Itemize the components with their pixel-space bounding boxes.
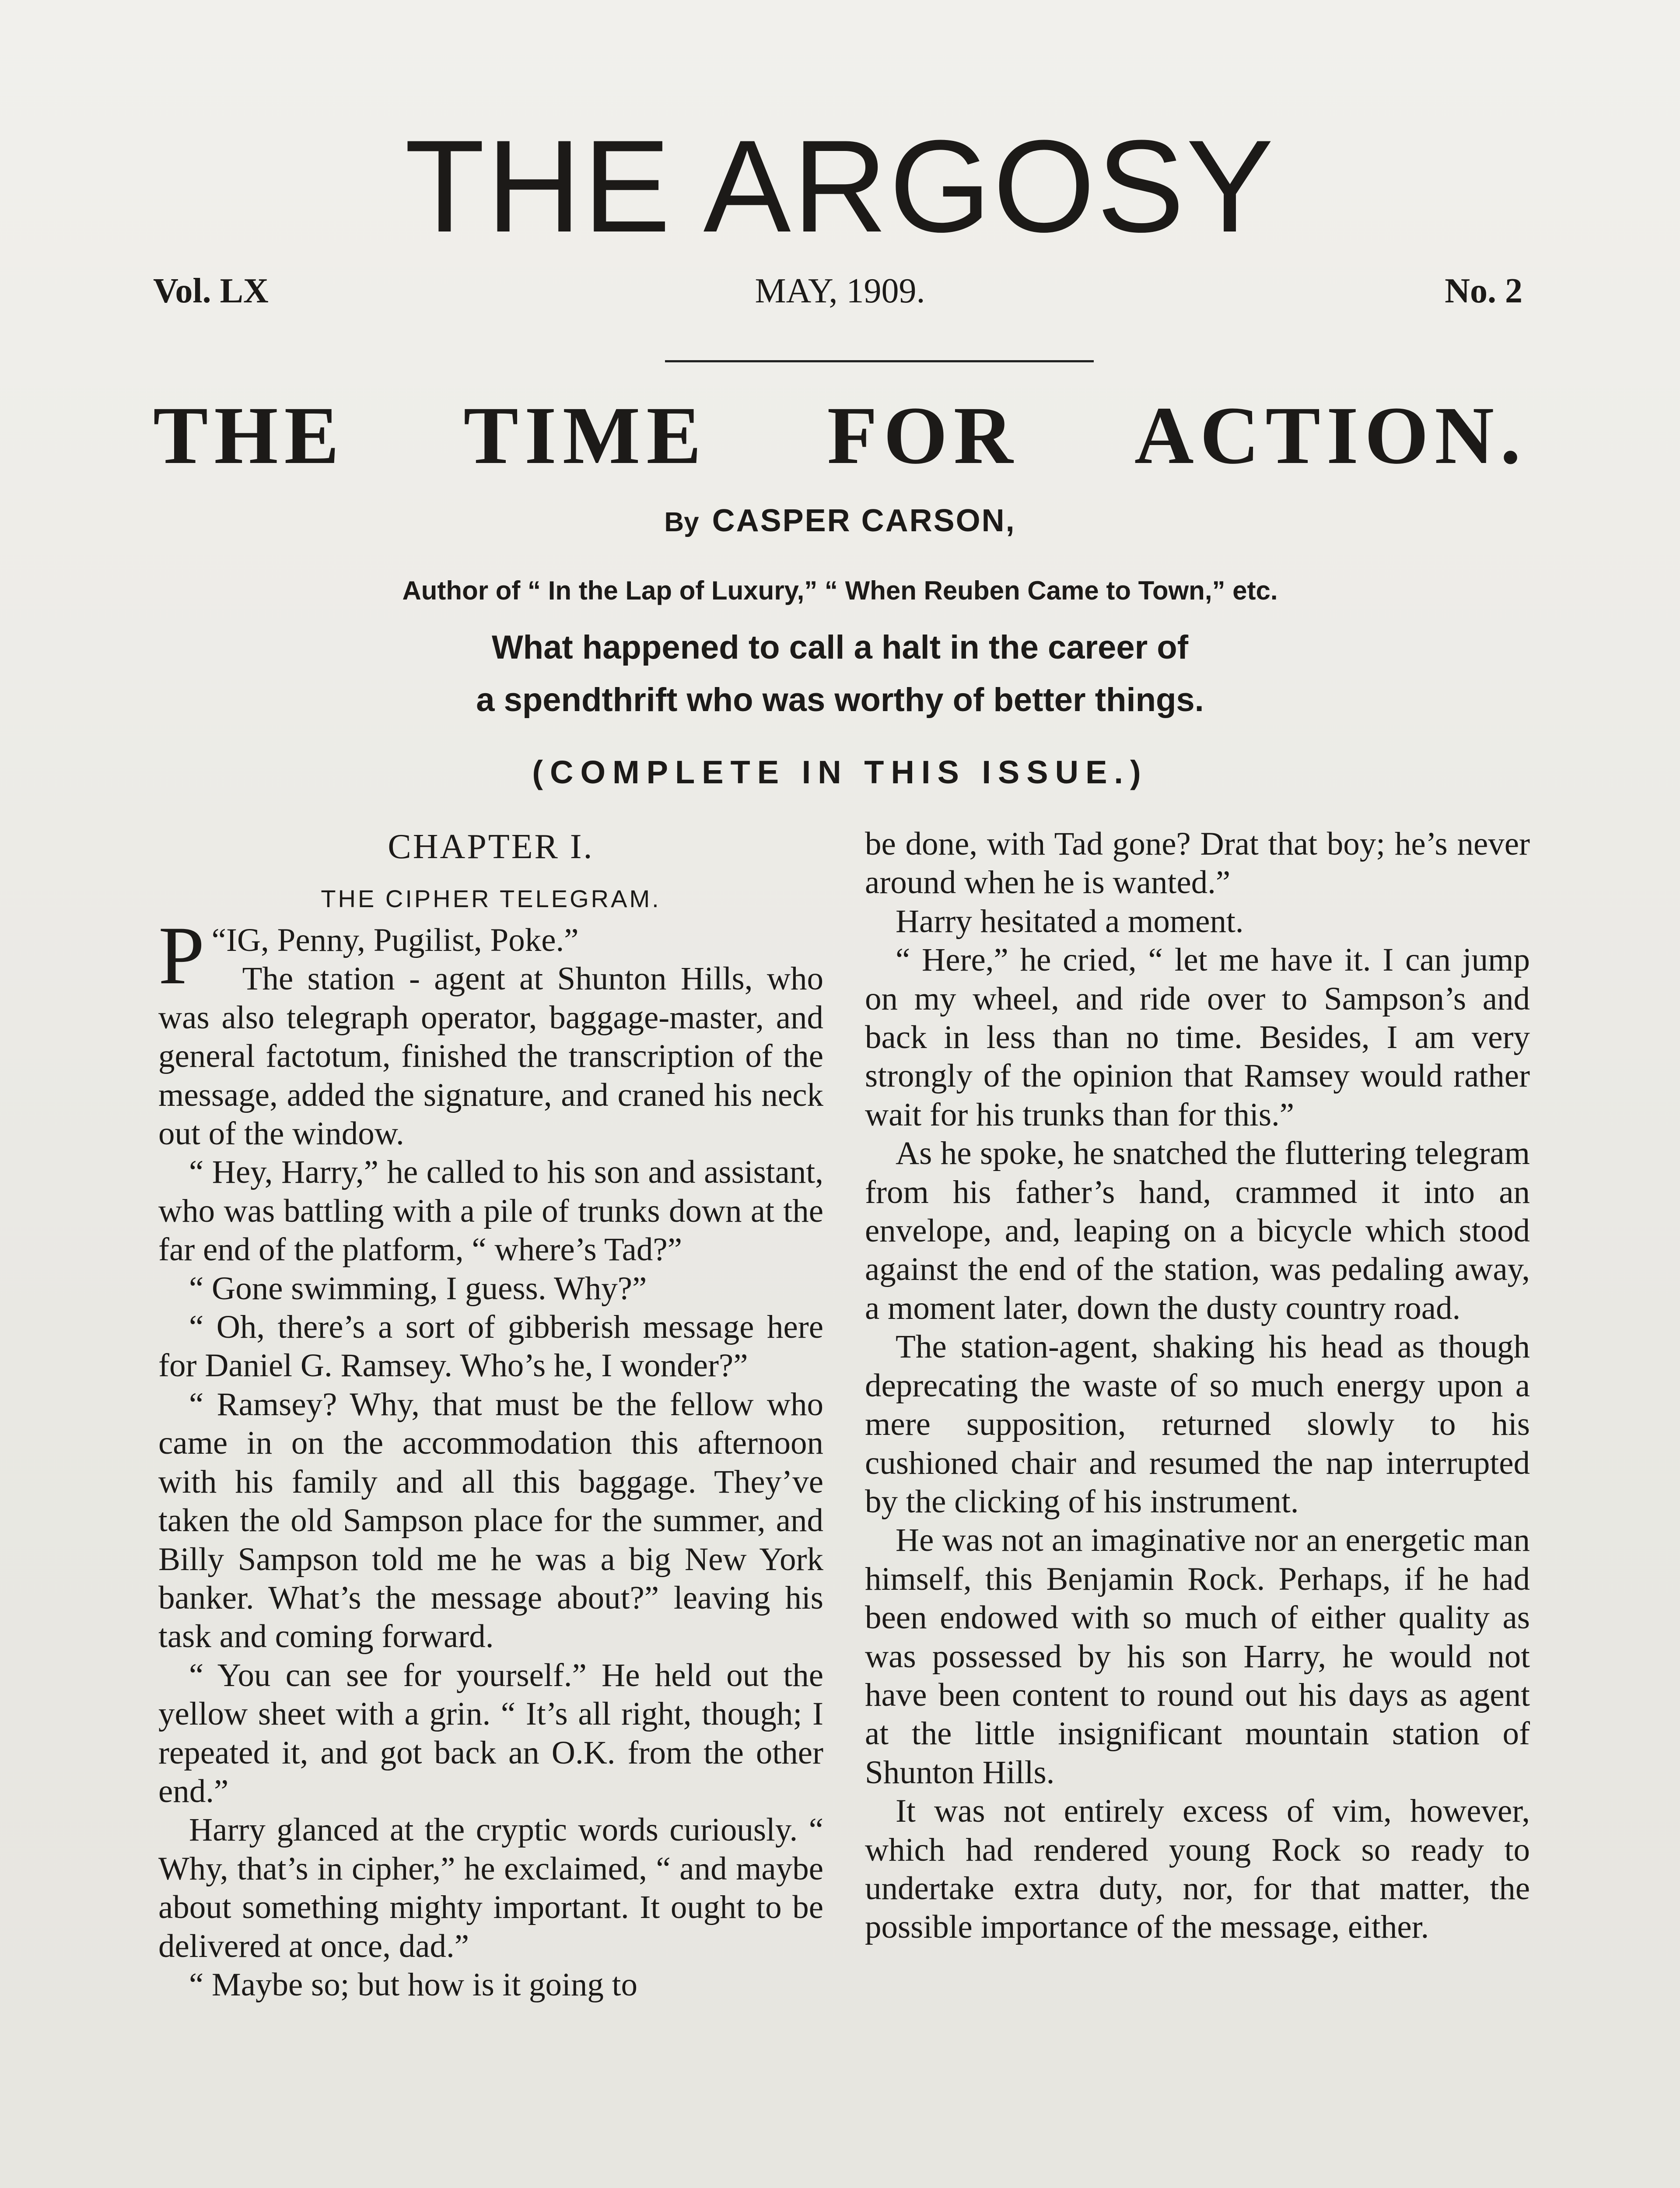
opening-paragraph: [158, 910, 823, 1002]
header-divider: [665, 360, 1094, 362]
paragraph: “ Gone swimming, I guess. Why?”: [189, 1270, 647, 1307]
paragraph: As he spoke, he snatched the fluttering telegram from his father’s hand, crammed it into an envelope, and, leaping on a bicycle which stood against the end of the station, was pedaling away, a moment later, down the dusty country road.: [865, 1135, 1530, 1326]
story-title: THE TIME FOR ACTION.: [153, 389, 1527, 481]
complete-notice: (COMPLETE IN THIS ISSUE.): [532, 754, 1148, 790]
deck-line-1: What happened to call a halt in the career of: [491, 629, 1189, 666]
paragraph: “ Maybe so; but how is it going to: [189, 1966, 637, 2003]
chapter-heading: CHAPTER I.: [388, 828, 594, 866]
paragraph: “ You can see for yourself.” He held out the yellow sheet with a grin. “ It’s all right, though; I repeated it, and got back an O.K. from the other end.”: [158, 1657, 823, 1809]
drop-cap: P: [158, 910, 205, 1002]
paragraph: He was not an imaginative nor an energetic man himself, this Benjamin Rock. Perhaps, if he had been endowed with so much of either quality as was possessed by his son Harry, he would not have been content to round out his days as agent at the little insignificant mountain station of Shunton Hills.: [865, 1522, 1530, 1791]
byline-prefix: By: [664, 507, 699, 537]
paragraph: “ Hey, Harry,” he called to his son and assistant, who was battling with a pile of trunks down at the far end of the platform, “ where’s Tad?”: [158, 1154, 823, 1268]
paragraph: It was not entirely excess of vim, however, which had rendered young Rock so ready to undertake extra duty, nor, for that matter, the possible importance of the message, either.: [865, 1793, 1530, 1946]
author-name: CASPER CARSON,: [712, 503, 1016, 538]
magazine-masthead: THE ARGOSY: [404, 112, 1276, 259]
opening-quote: “: [211, 922, 226, 958]
paragraph: “ Here,” he cried, “ let me have it. I can jump on my wheel, and ride over to Sampson’s and back in less than no time. Besides, I am very strongly of the opinion that Ramsey would rather wait for his trunks than for this.”: [865, 942, 1530, 1133]
continued-paragraph: be done, with Tad gone? Drat that boy; he’s never around when he is wanted.”: [865, 826, 1530, 901]
paragraph: Harry hesitated a moment.: [896, 903, 1244, 940]
byline: [0, 499, 1680, 543]
opening-text: IG, Penny, Pugilist, Poke.”: [226, 922, 579, 958]
story-deck: [0, 621, 1680, 726]
author-credits: Author of “ In the Lap of Luxury,” “ When Reuben Came to Town,” etc.: [402, 576, 1278, 605]
volume-label: Vol. LX: [153, 272, 269, 310]
deck-line-2: a spendthrift who was worthy of better things.: [476, 681, 1204, 719]
paragraph: The station-agent, shaking his head as though deprecating the waste of so much energy upon a mere supposition, returned slowly to his cushioned chair and resumed the nap interrupted by the clicking of his instrument.: [865, 1329, 1530, 1520]
paragraph: “ Ramsey? Why, that must be the fellow who came in on the accommodation this afternoon with his family and all this baggage. They’ve taken the old Sampson place for the summer, and Billy Sampson told me he was a big New York banker. What’s the message about?” leaving his task and coming forward.: [158, 1386, 823, 1655]
chapter-subheading: THE CIPHER TELEGRAM.: [321, 885, 661, 912]
paragraph: Harry glanced at the cryptic words curiously. “ Why, that’s in cipher,” he exclaimed, “ and maybe about something mighty important. It ought to be delivered at once, dad.”: [158, 1812, 823, 1964]
right-column: [865, 825, 1530, 1947]
left-column: [158, 825, 823, 2004]
issue-date: MAY, 1909.: [755, 272, 925, 310]
paragraph: “ Oh, there’s a sort of gibberish message here for Daniel G. Ramsey. Who’s he, I wonder?”: [158, 1309, 823, 1384]
issue-number: No. 2: [1445, 272, 1522, 310]
paragraph: The station - agent at Shunton Hills, who was also telegraph operator, baggage-master, and general factotum, finished the transcription of the message, added the signature, and craned his neck out of the window.: [158, 961, 823, 1152]
